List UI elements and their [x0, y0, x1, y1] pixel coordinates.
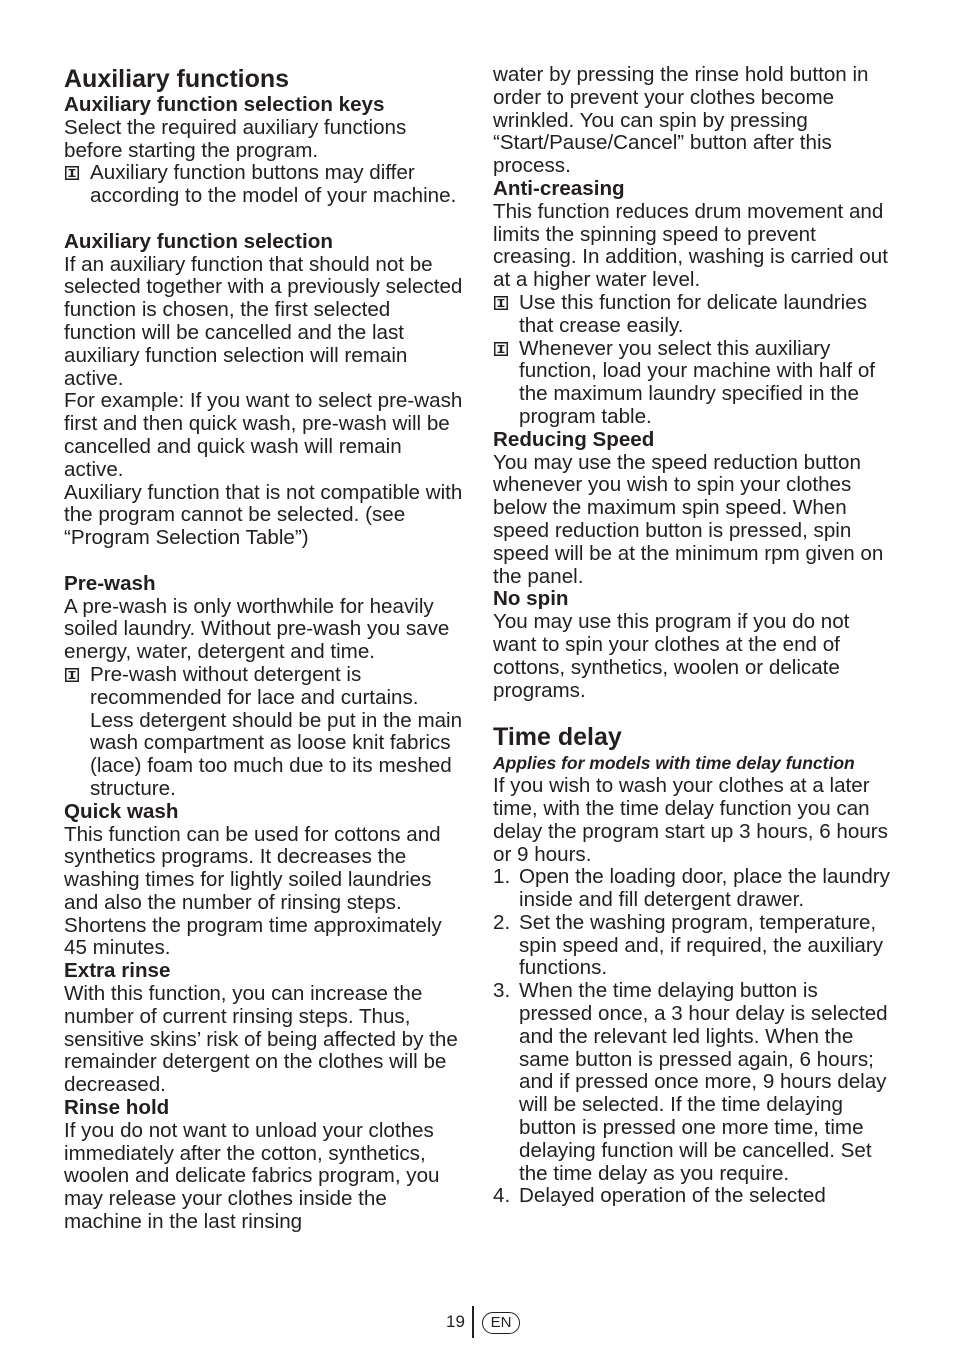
- text-selection-2: For example: If you want to select pre-wash first and then quick wash, pre-wash will be cancelled and quick wash will remain active.: [64, 389, 463, 481]
- section-title-time-delay: Time delay: [493, 723, 622, 752]
- heading-reducing-speed: Reducing Speed: [493, 427, 655, 451]
- list-text: When the time delaying button is pressed once, a 3 hour delay is selected and the relevant led lights. When the same button is pressed again, 6 hours; and if pressed once more, 9 hours delay will be selected. If the time delaying button is pressed one more time, time delaying function will be cancelled. Set the time delay as you require.: [519, 979, 888, 1185]
- text-rinsehold: If you do not want to unload your clothes immediately after the cotton, synthetics, woolen and delicate fabrics program, you may release your clothes inside the machine in the last rinsing: [64, 1118, 440, 1234]
- text-prewash: A pre-wash is only worthwhile for heavily soiled laundry. Without pre-wash you save energy, water, detergent and time.: [64, 594, 450, 664]
- note-anticreasing-2: [493, 338, 893, 429]
- text-quickwash: This function can be used for cottons and synthetics programs. It decreases the washing times for lightly soiled laundries and also the number of rinsing steps. Shortens the program time approximately 45 minutes.: [64, 822, 442, 960]
- list-text: Open the loading door, place the laundry inside and fill detergent drawer.: [519, 865, 890, 912]
- info-icon: [494, 296, 508, 310]
- list-item: [493, 980, 893, 1185]
- text-selection-3: Auxiliary function that is not compatible with the program cannot be selected. (see “Program Selection Table”): [64, 480, 463, 550]
- heading-prewash: Pre-wash: [64, 571, 156, 595]
- list-item: [493, 912, 893, 980]
- left-column: [64, 64, 464, 1234]
- note-text: Pre-wash without detergent is recommended for lace and curtains. Less detergent should be put in the main wash compartment as loose knit fabrics (lace) foam too much due to its meshed structure.: [90, 662, 463, 800]
- text-reducing-speed: You may use the speed reduction button whenever you wish to spin your clothes below the maximum spin speed. When speed reduction button is pressed, spin speed will be at the minimum rpm given on the panel.: [493, 450, 884, 588]
- page-number: 19: [446, 1312, 465, 1331]
- text-extrarinse: With this function, you can increase the number of current rinsing steps. Thus, sensitive skins’ risk of being affected by the remainder detergent on the clothes will be decreased.: [64, 982, 458, 1097]
- list-text: Delayed operation of the selected: [519, 1184, 826, 1208]
- note-text: Use this function for delicate laundries that crease easily.: [519, 290, 867, 337]
- heading-rinsehold: Rinse hold: [64, 1096, 170, 1120]
- note-text: Whenever you select this auxiliary function, load your machine with half of the maximum laundry specified in the program table.: [519, 336, 876, 428]
- heading-selection: Auxiliary function selection: [64, 229, 333, 253]
- list-item: [493, 866, 893, 912]
- info-icon: [494, 342, 508, 356]
- right-column: [493, 64, 893, 1208]
- text-no-spin: You may use this program if you do not want to spin your clothes at the end of cottons, synthetics, woolen or delicate programs.: [493, 610, 850, 702]
- text-rinsehold-continued: water by pressing the rinse hold button in order to prevent your clothes become wrinkled. You can spin by pressing “Start/Pause/Cancel” button after this process.: [493, 63, 869, 178]
- list-number: 4.: [493, 1184, 511, 1208]
- list-number: 3.: [493, 979, 511, 1003]
- note-anticreasing-1: [493, 292, 893, 338]
- info-icon: [65, 668, 79, 682]
- info-icon: [65, 166, 79, 180]
- subtitle-time-delay: Applies for models with time delay function: [493, 753, 855, 774]
- text-selection-1: If an auxiliary function that should not be selected together with a previously selected function is chosen, the first selected function will be cancelled and the last auxiliary function selection will remain active.: [64, 252, 463, 390]
- note-selection-keys: [64, 162, 464, 208]
- list-text: Set the washing program, temperature, spin speed and, if required, the auxiliary functions.: [519, 910, 884, 980]
- note-prewash: [64, 664, 464, 801]
- text-anticreasing: This function reduces drum movement and limits the spinning speed to prevent creasing. In addition, washing is carried out at a higher water level.: [493, 199, 888, 292]
- text-selection-keys: Select the required auxiliary functions before starting the program.: [64, 115, 407, 162]
- list-number: 1.: [493, 865, 511, 889]
- heading-extrarinse: Extra rinse: [64, 959, 171, 983]
- heading-anticreasing: Anti-creasing: [493, 176, 625, 200]
- text-time-delay: If you wish to wash your clothes at a later time, with the time delay function you can delay the program start up 3 hours, 6 hours or 9 hours.: [493, 774, 888, 866]
- section-title-auxiliary: Auxiliary functions: [64, 65, 290, 93]
- list-item: [493, 1185, 893, 1208]
- heading-no-spin: No spin: [493, 587, 569, 611]
- heading-quickwash: Quick wash: [64, 799, 179, 823]
- page-footer: [0, 1306, 954, 1338]
- heading-selection-keys: Auxiliary function selection keys: [64, 93, 385, 116]
- list-number: 2.: [493, 910, 511, 934]
- note-text: Auxiliary function buttons may differ according to the model of your machine.: [90, 161, 457, 208]
- language-badge: EN: [482, 1312, 520, 1334]
- footer-divider: [472, 1306, 474, 1338]
